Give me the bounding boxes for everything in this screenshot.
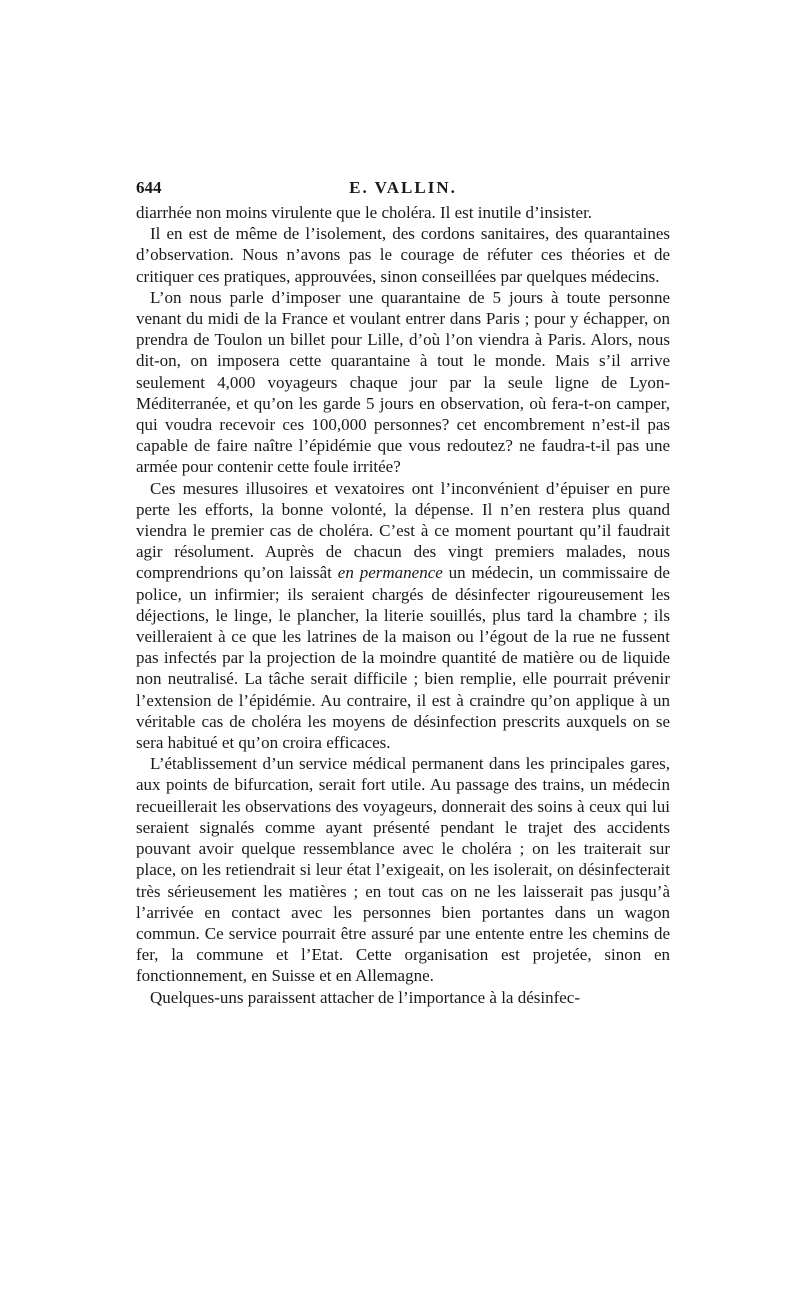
paragraph-text: L’on nous parle d’imposer une quarantaine de 5 jours à toute personne venant du midi de la France et voulant entrer dans Paris ; pour y échapper, on prendra de Toulon un billet pour Lille, d’où l’on viendra à Paris. Alors, nous dit-on, on imposera cette quarantaine à tout le monde. Mais s’il arrive seulement 4,000 voyageurs chaque jour par la seule ligne de Lyon-Méditerranée, et qu’on les garde 5 jours en observation, où fera-t-on camper, qui voudra recevoir ces 100,000 personnes? cet encombrement n’est-il pas capable de faire naître l’épidémie que vous redoutez? ne faudra-t-il pas une armée pour contenir cette foule irritée? xyxy=(136,287,670,477)
paragraph-text: Ces mesures illusoires et vexatoires ont l’inconvénient d’épuiser en pure perte les efforts, la bonne volonté, la dépense. Il n’en restera plus quand viendra le premier cas de choléra. C’est à ce moment pourtant qu’il faudrait agir résolument. Auprès de chacun des vingt premiers malades, nous comprendrions qu’on laissât xyxy=(136,478,670,583)
body-text xyxy=(136,202,670,1008)
italic-phrase: en permanence xyxy=(337,563,443,583)
paragraph-5 xyxy=(136,753,670,986)
paragraph-6 xyxy=(136,987,670,1008)
running-head-author: E. VALLIN. xyxy=(349,178,457,197)
paragraph-3 xyxy=(136,287,670,478)
paragraph-1 xyxy=(136,202,670,223)
book-page xyxy=(136,178,670,1008)
page-number: 644 xyxy=(136,178,162,197)
paragraph-text: Quelques-uns paraissent attacher de l’importance à la désinfec- xyxy=(150,987,581,1007)
paragraph-4 xyxy=(136,478,670,754)
page-header xyxy=(136,178,670,200)
paragraph-text: un médecin, un commissaire de police, un infirmier; ils seraient chargés de désinfecter rigoureusement les déjections, le linge, le plancher, la literie souillés, plus tard la chambre ; ils veilleraient à ce que les latrines de la maison ou l’égout de la rue ne fussent pas infectés par la projection de la moindre quantité de matière ou de liquide non neutralisé. La tâche serait difficile ; bien remplie, elle pourrait prévenir l’extension de l’épidémie. Au contraire, il est à craindre qu’on applique à un véritable cas de choléra les moyens de désinfection prescrits auxquels on se sera habitué et qu’on croira efficaces. xyxy=(136,563,670,753)
paragraph-2 xyxy=(136,223,670,287)
paragraph-text: Il en est de même de l’isolement, des cordons sanitaires, des quarantaines d’observation. Nous n’avons pas le courage de réfuter ces théories et de critiquer ces pratiques, approuvées, sinon conseillées par quelques médecins. xyxy=(136,224,670,286)
paragraph-text: diarrhée non moins virulente que le choléra. Il est inutile d’insister. xyxy=(136,203,593,222)
paragraph-text: L’établissement d’un service médical permanent dans les principales gares, aux points de bifurcation, serait fort utile. Au passage des trains, un médecin recueillerait les observations des voyageurs, donnerait des soins à ceux qui lui seraient signalés comme ayant présenté pendant le trajet des accidents pouvant avoir quelque ressemblance avec le choléra ; on les traiterait sur place, on les retiendrait si leur état l’exigeait, on les isolerait, on désinfecterait très sérieusement les matières ; en tout cas on ne les laisserait pas jusqu’à l’arrivée en contact avec les personnes bien portantes dans un wagon commun. Ce service pourrait être assuré par une entente entre les chemins de fer, la commune et l’Etat. Cette organisation est projetée, sinon en fonctionnement, en Suisse et en Allemagne. xyxy=(136,754,670,986)
